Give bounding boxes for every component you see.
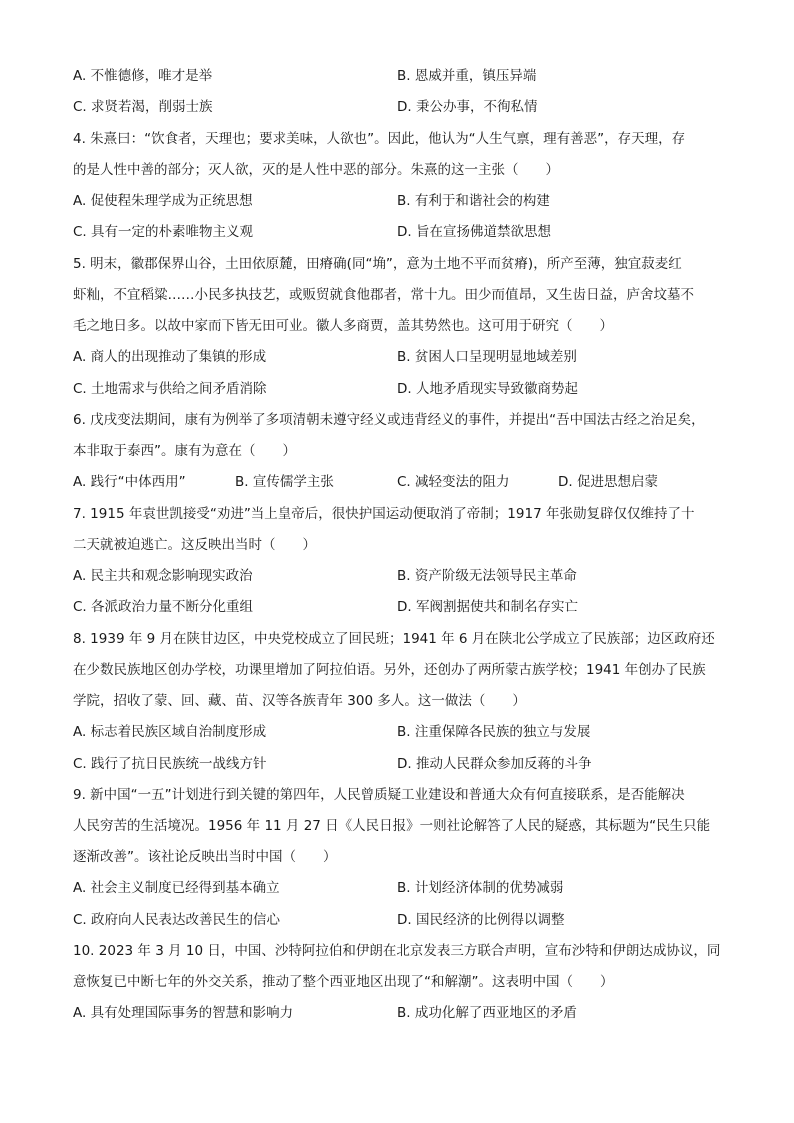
q3-option-c: C. 求贤若渴，削弱士族 [73,99,213,115]
q4-option-c: C. 具有一定的朴素唯物主义观 [73,224,254,240]
q6-option-a: A. 践行“中体西用” [73,474,186,490]
q3-option-b: B. 恩威并重，镇压异端 [397,68,537,84]
q3-option-d: D. 秉公办事，不徇私情 [397,99,538,115]
q4-stem-line-1: 4. 朱熹曰：“饮食者，天理也；要求美味，人欲也”。因此，他认为“人生气禀，理有善恶”，存天理，存 [73,131,686,147]
q9-stem-line-1: 9. 新中国“一五”计划进行到关键的第四年，人民曾质疑工业建设和普通大众有何直接联系，是否能解决 [73,787,685,803]
q8-stem-line-3: 学院，招收了蒙、回、藏、苗、汉等各族青年 300 多人。这一做法（ ） [73,693,526,709]
q5-option-d: D. 人地矛盾现实导致徽商势起 [397,381,578,397]
q9-stem-line-2: 人民穷苦的生活境况。1956 年 11 月 27 日《人民日报》一则社论解答了人民的疑惑，其标题为“民生只能 [73,818,711,834]
q5-stem-line-3: 毛之地日多。以故中家而下皆无田可业。徽人多商贾，盖其势然也。这可用于研究（ ） [73,318,613,334]
q8-stem-line-1: 8. 1939 年 9 月在陕甘边区，中央党校成立了回民班；1941 年 6 月在陕北公学成立了民族部；边区政府还 [73,631,715,647]
q7-option-b: B. 资产阶级无法领导民主革命 [397,568,577,584]
q8-stem-line-2: 在少数民族地区创办学校，功课里增加了阿拉伯语。另外，还创办了两所蒙古族学校；1941 年创办了民族 [73,662,706,678]
q9-option-a: A. 社会主义制度已经得到基本确立 [73,880,280,896]
q4-option-d: D. 旨在宣扬佛道禁欲思想 [397,224,551,240]
q5-option-b: B. 贫困人口呈现明显地域差别 [397,349,577,365]
q4-stem-line-2: 的是人性中善的部分；灭人欲，灭的是人性中恶的部分。朱熹的这一主张（ ） [73,162,559,178]
q6-stem-line-1: 6. 戊戌变法期间，康有为例举了多项清朝未遵守经义或违背经义的事件，并提出“吾中国法古经之治足矣， [73,412,705,428]
q5-option-c: C. 土地需求与供给之间矛盾消除 [73,381,267,397]
q10-option-b: B. 成功化解了西亚地区的矛盾 [397,1005,577,1021]
q4-option-b: B. 有利于和谐社会的构建 [397,193,550,209]
q7-option-d: D. 军阀割据使共和制名存实亡 [397,599,578,615]
q9-option-c: C. 政府向人民表达改善民生的信心 [73,912,281,928]
q6-option-d: D. 促进思想启蒙 [558,474,658,490]
q5-stem-line-1: 5. 明末，徽郡保界山谷，土田依原麓，田瘠确(同“埆”，意为土地不平而贫瘠)，所产至薄，独宜菽麦红 [73,256,682,272]
q9-stem-line-3: 逐渐改善”。该社论反映出当时中国（ ） [73,849,337,865]
q10-option-a: A. 具有处理国际事务的智慧和影响力 [73,1005,294,1021]
q7-stem-line-1: 7. 1915 年袁世凯接受“劝进”当上皇帝后，很快护国运动便取消了帝制；1917 年张勋复辟仅仅维持了十 [73,506,695,522]
q6-option-c: C. 减轻变法的阻力 [397,474,510,490]
q7-option-a: A. 民主共和观念影响现实政治 [73,568,253,584]
q6-option-b: B. 宣传儒学主张 [235,474,334,490]
q3-option-a: A. 不惟德修，唯才是举 [73,68,213,84]
q8-option-b: B. 注重保障各民族的独立与发展 [397,724,591,740]
q10-stem-line-1: 10. 2023 年 3 月 10 日，中国、沙特阿拉伯和伊朗在北京发表三方联合声明，宣布沙特和伊朗达成协议，同 [73,943,721,959]
q7-stem-line-2: 二天就被迫逃亡。这反映出当时（ ） [73,537,316,553]
q5-stem-line-2: 虾籼，不宜稻粱……小民多执技艺，或贩贸就食他郡者，常十九。田少而值昂，又生齿日益，庐舍坟墓不 [73,287,694,303]
q8-option-d: D. 推动人民群众参加反蒋的斗争 [397,756,592,772]
q9-option-d: D. 国民经济的比例得以调整 [397,912,565,928]
q6-stem-line-2: 本非取于泰西”。康有为意在（ ） [73,443,296,459]
q9-option-b: B. 计划经济体制的优势减弱 [397,880,564,896]
q10-stem-line-2: 意恢复已中断七年的外交关系，推动了整个西亚地区出现了“和解潮”。这表明中国（ ） [73,974,614,990]
q7-option-c: C. 各派政治力量不断分化重组 [73,599,254,615]
q8-option-a: A. 标志着民族区域自治制度形成 [73,724,267,740]
q8-option-c: C. 践行了抗日民族统一战线方针 [73,756,267,772]
q5-option-a: A. 商人的出现推动了集镇的形成 [73,349,267,365]
q4-option-a: A. 促使程朱理学成为正统思想 [73,193,253,209]
